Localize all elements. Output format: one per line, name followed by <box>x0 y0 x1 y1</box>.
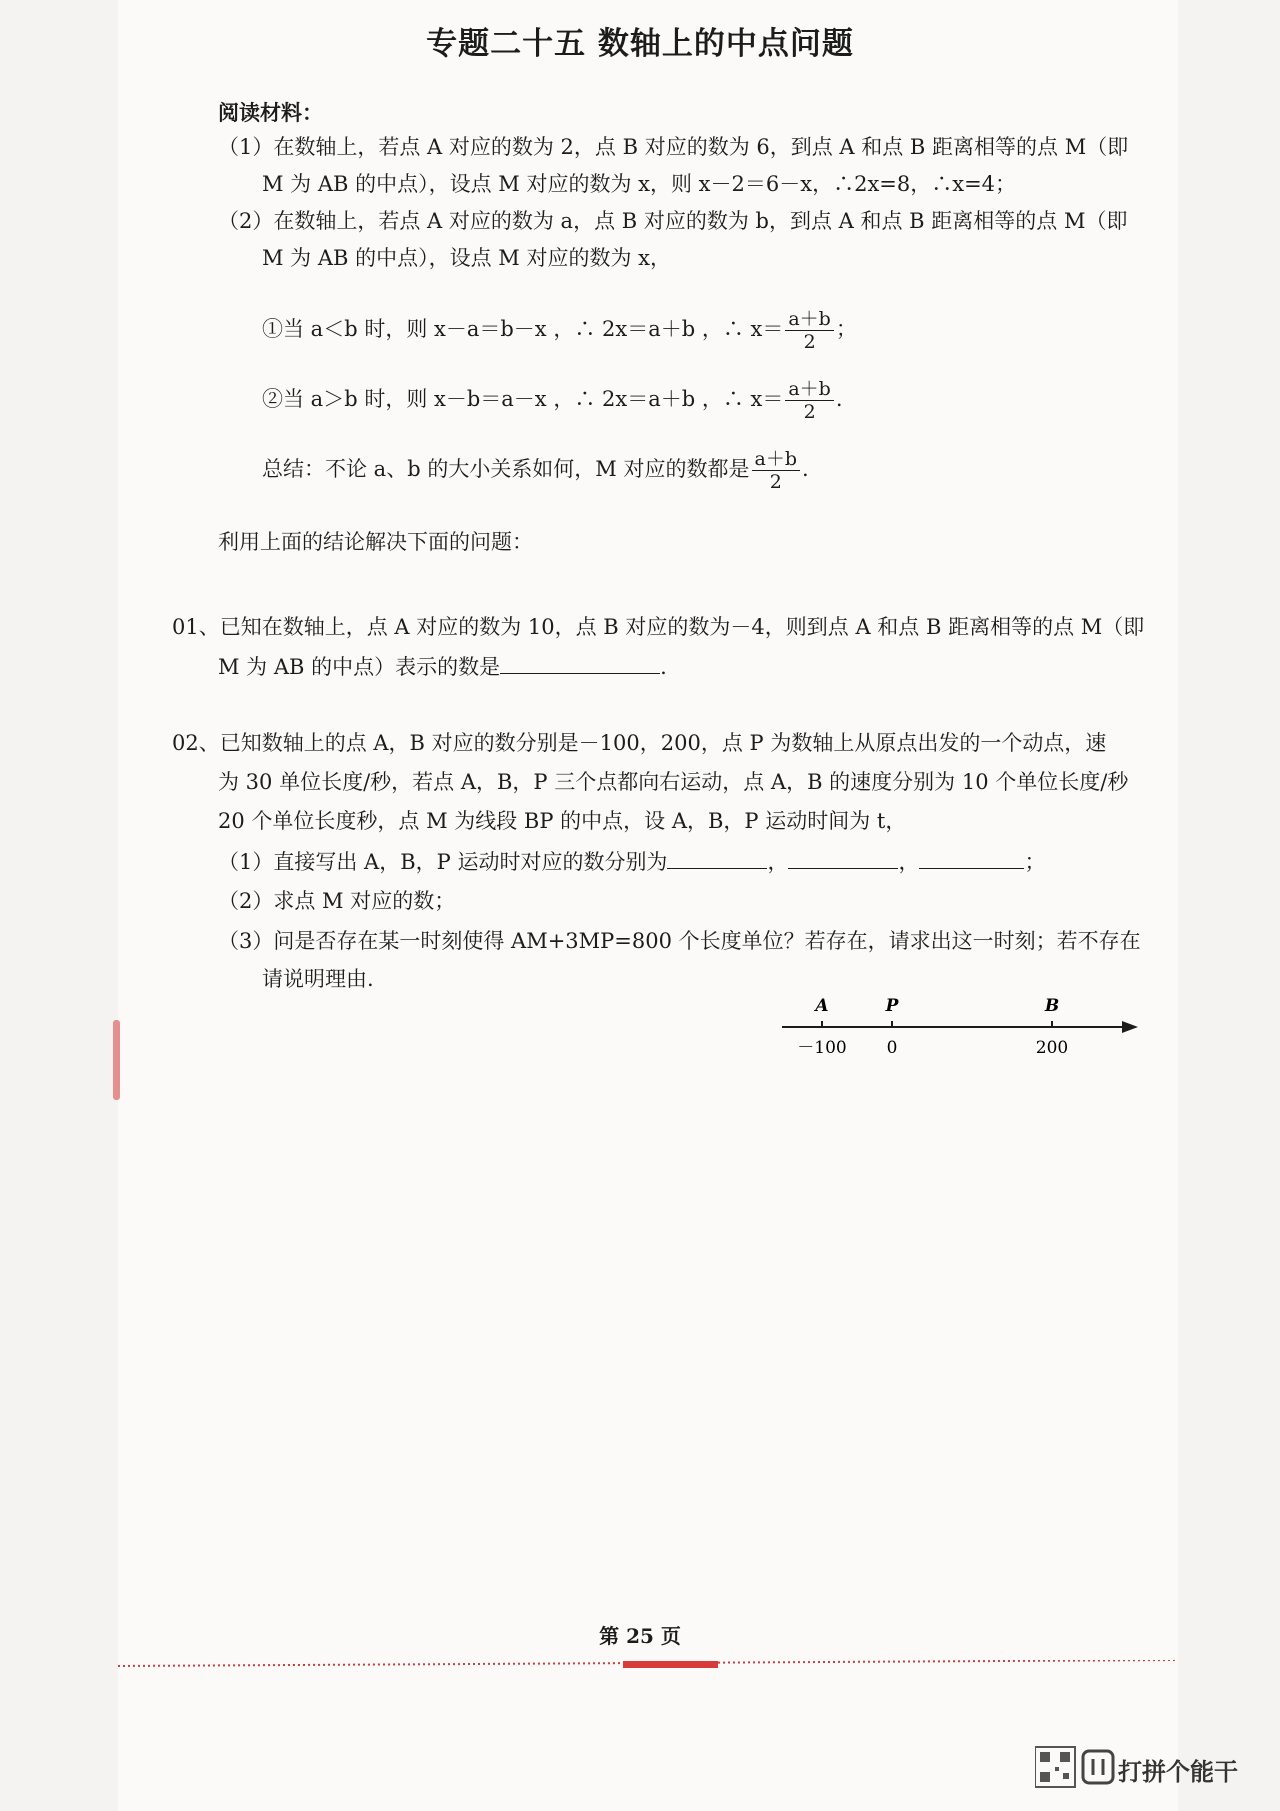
footer-rule <box>118 1660 1178 1668</box>
case2-text: ②当 a＞b 时，则 x－b＝a－x ，∴ 2x＝a＋b ，∴ x＝ <box>262 387 784 411</box>
apply-instruction: 利用上面的结论解决下面的问题： <box>218 530 533 554</box>
q1-line2-text: M 为 AB 的中点）表示的数是 <box>218 655 501 679</box>
point-b-label: B <box>1044 996 1060 1016</box>
summary-frac-num: a＋b <box>752 448 801 471</box>
case2-frac-den: 2 <box>803 401 816 423</box>
q2-answer-blank-b[interactable] <box>788 846 898 869</box>
reading-p2-line1: （2）在数轴上，若点 A 对应的数为 a，点 B 对应的数为 b，到点 A 和点 B 距离相等的点 M（即 <box>218 209 1128 233</box>
footer-red-bar <box>623 1661 718 1668</box>
reading-p1-line1: （1）在数轴上，若点 A 对应的数为 2，点 B 对应的数为 6，到点 A 和点 B 距离相等的点 M（即 <box>218 135 1129 159</box>
q2-sub1-end: ； <box>1024 850 1046 874</box>
summary-line <box>262 448 809 493</box>
case1-frac-num: a＋b <box>785 308 834 331</box>
q2-sub1 <box>218 846 1045 877</box>
page-number: 第 25 页 <box>599 1624 681 1648</box>
q1-line2 <box>218 651 667 682</box>
watermark-text: 打拼个能干 <box>1118 1758 1238 1786</box>
case1-frac-den: 2 <box>803 331 816 353</box>
point-p-label: P <box>885 996 899 1016</box>
summary-frac-den: 2 <box>769 471 782 493</box>
q2-answer-blank-p[interactable] <box>919 846 1024 869</box>
app-logo-icon <box>1083 1751 1113 1783</box>
point-a-label: A <box>815 996 829 1016</box>
case1-text: ①当 a＜b 时，则 x－a＝b－x ，∴ 2x＝a＋b ，∴ x＝ <box>262 317 784 341</box>
summary-end: . <box>802 457 809 481</box>
page-title: 专题二十五 数轴上的中点问题 <box>426 26 854 62</box>
reading-heading: 阅读材料： <box>218 100 323 125</box>
point-b-value: 200 <box>1035 1038 1069 1058</box>
q2-sub2: （2）求点 M 对应的数； <box>218 889 456 913</box>
reading-p1-line2: M 为 AB 的中点），设点 M 对应的数为 x，则 x－2＝6－x，∴2x=8，∴x=4； <box>262 172 1017 196</box>
point-a-value: －100 <box>797 1038 847 1058</box>
q2-sub3-line2: 请说明理由. <box>262 967 374 991</box>
q2-line1: 02、已知数轴上的点 A，B 对应的数分别是－100，200，点 P 为数轴上从原点出发的一个动点，速 <box>172 731 1107 755</box>
q2-sub1-text: （1）直接写出 A，B，P 运动时对应的数分别为 <box>218 850 668 874</box>
q2-line3: 20 个单位长度秒，点 M 为线段 BP 的中点，设 A，B，P 运动时间为 t， <box>218 809 907 833</box>
case2-line <box>262 378 843 423</box>
case1-end: ； <box>835 317 857 341</box>
q2-answer-blank-a[interactable] <box>667 846 767 869</box>
case1-line <box>262 308 857 353</box>
case2-fraction <box>785 378 834 423</box>
q2-sub1-sep1: ， <box>767 850 789 874</box>
reading-p2-line2: M 为 AB 的中点），设点 M 对应的数为 x， <box>262 246 671 270</box>
case2-end: . <box>835 387 843 411</box>
q2-sub1-sep2: ， <box>898 850 920 874</box>
q2-line2: 为 30 单位长度/秒，若点 A，B，P 三个点都向右运动，点 A，B 的速度分别为 10 个单位长度/秒 <box>218 770 1129 794</box>
number-line-figure <box>770 985 1150 1075</box>
number-line-arrow <box>1122 1021 1138 1033</box>
q1-answer-blank[interactable] <box>500 651 660 674</box>
q1-line1: 01、已知在数轴上，点 A 对应的数为 10，点 B 对应的数为－4，则到点 A 和点 B 距离相等的点 M（即 <box>172 615 1145 639</box>
summary-fraction <box>752 448 801 493</box>
case2-frac-num: a＋b <box>785 378 834 401</box>
margin-mark <box>113 1020 120 1100</box>
q2-sub3-line1: （3）问是否存在某一时刻使得 AM+3MP=800 个长度单位？若存在，请求出这一时刻；若不存在 <box>218 929 1141 953</box>
q1-line2-end: . <box>660 655 667 679</box>
point-p-value: 0 <box>886 1038 898 1058</box>
summary-text: 总结：不论 a、b 的大小关系如何，M 对应的数都是 <box>262 457 750 481</box>
case1-fraction <box>785 308 834 353</box>
